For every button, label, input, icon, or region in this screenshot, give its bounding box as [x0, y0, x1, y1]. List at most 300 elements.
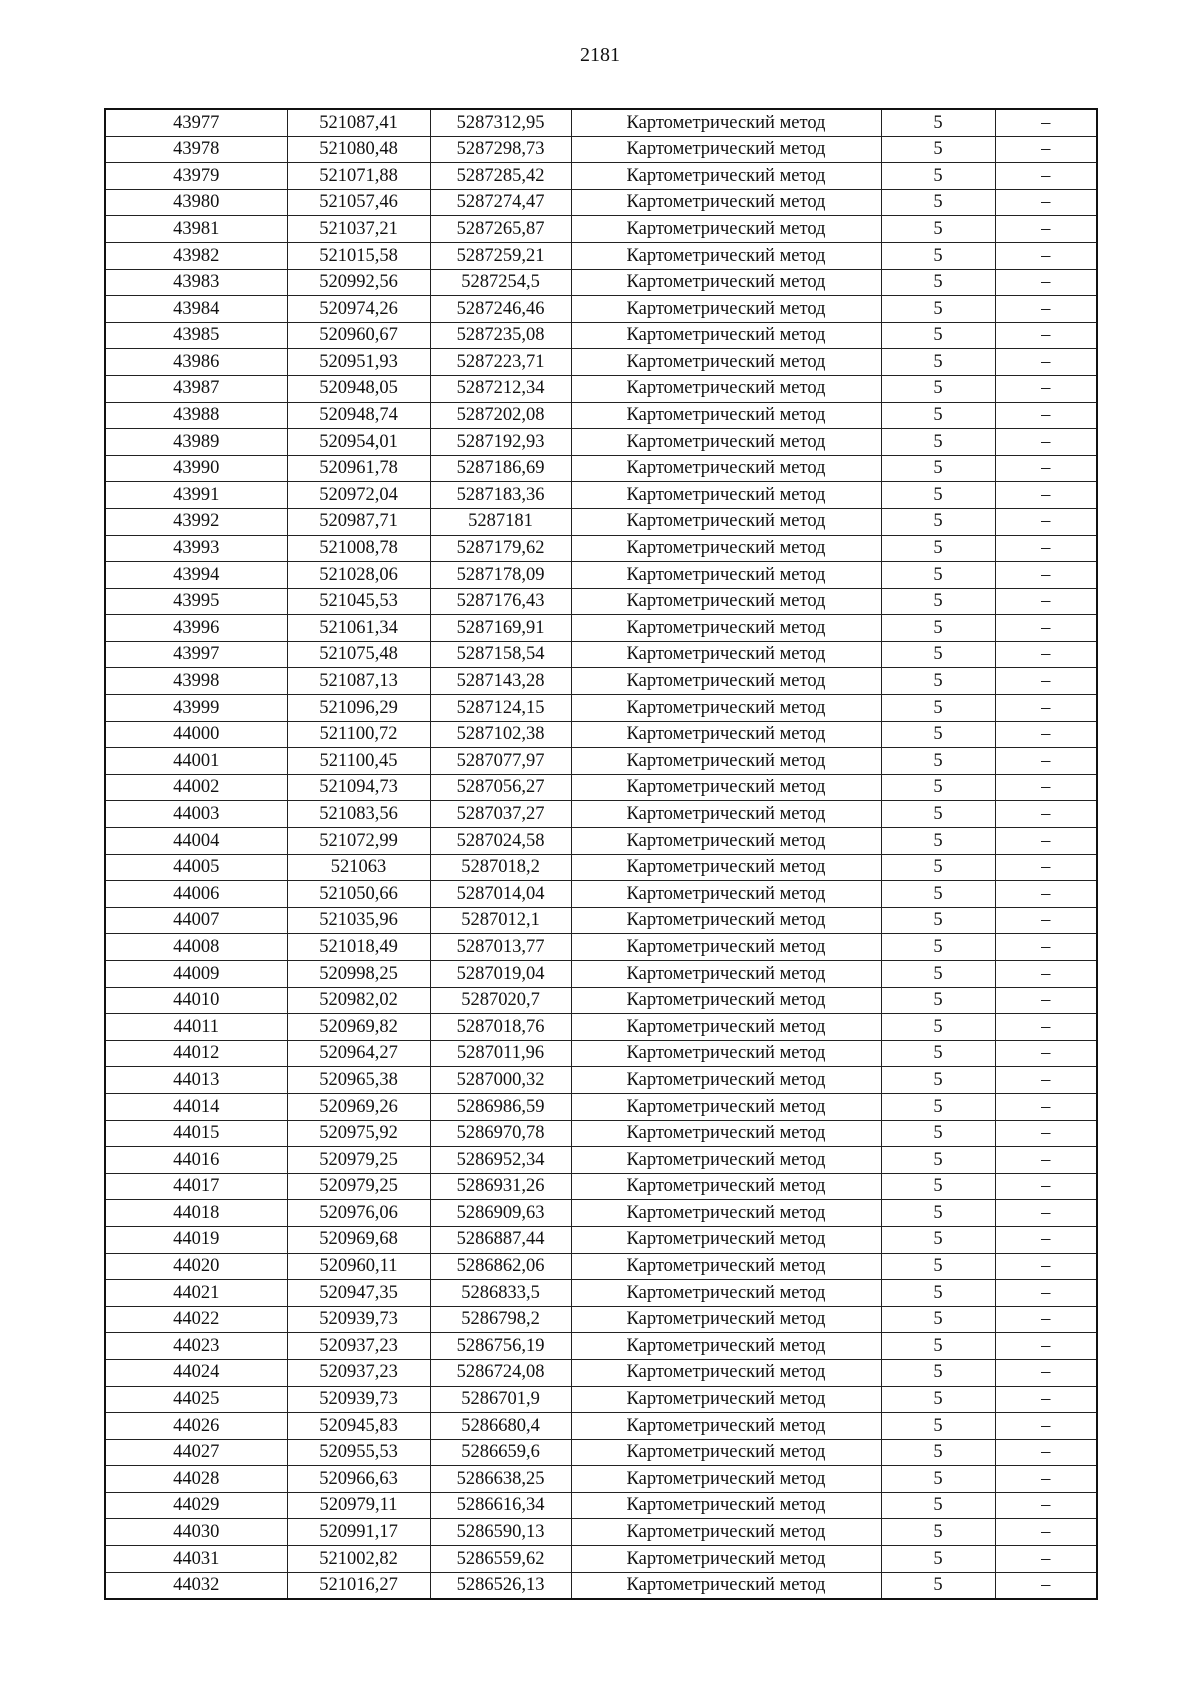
point-number-cell: 44016: [105, 1147, 287, 1174]
point-number-cell: 43999: [105, 695, 287, 722]
point-number-cell: 43988: [105, 402, 287, 429]
method-cell: Картометрический метод: [571, 216, 881, 243]
x-coordinate-cell: 521071,88: [287, 163, 430, 190]
description-cell: –: [995, 1147, 1097, 1174]
method-cell: Картометрический метод: [571, 455, 881, 482]
description-cell: –: [995, 375, 1097, 402]
description-cell: –: [995, 881, 1097, 908]
accuracy-cell: 5: [881, 1439, 995, 1466]
accuracy-cell: 5: [881, 349, 995, 376]
accuracy-cell: 5: [881, 1413, 995, 1440]
description-cell: –: [995, 748, 1097, 775]
y-coordinate-cell: 5287169,91: [430, 615, 571, 642]
accuracy-cell: 5: [881, 721, 995, 748]
point-number-cell: 44029: [105, 1492, 287, 1519]
x-coordinate-cell: 520982,02: [287, 987, 430, 1014]
point-number-cell: 43982: [105, 242, 287, 269]
x-coordinate-cell: 521063: [287, 854, 430, 881]
description-cell: –: [995, 1359, 1097, 1386]
accuracy-cell: 5: [881, 854, 995, 881]
table-row: [105, 349, 1097, 376]
x-coordinate-cell: 520939,73: [287, 1306, 430, 1333]
x-coordinate-cell: 520961,78: [287, 455, 430, 482]
description-cell: –: [995, 1200, 1097, 1227]
accuracy-cell: 5: [881, 296, 995, 323]
method-cell: Картометрический метод: [571, 987, 881, 1014]
table-row: [105, 854, 1097, 881]
accuracy-cell: 5: [881, 455, 995, 482]
accuracy-cell: 5: [881, 109, 995, 136]
table-row: [105, 136, 1097, 163]
description-cell: –: [995, 1093, 1097, 1120]
table-row: [105, 1519, 1097, 1546]
description-cell: –: [995, 987, 1097, 1014]
accuracy-cell: 5: [881, 189, 995, 216]
description-cell: –: [995, 1466, 1097, 1493]
method-cell: Картометрический метод: [571, 881, 881, 908]
method-cell: Картометрический метод: [571, 109, 881, 136]
y-coordinate-cell: 5287018,76: [430, 1014, 571, 1041]
accuracy-cell: 5: [881, 881, 995, 908]
table-row: [105, 1200, 1097, 1227]
point-number-cell: 43989: [105, 429, 287, 456]
accuracy-cell: 5: [881, 1120, 995, 1147]
table-row: [105, 1120, 1097, 1147]
method-cell: Картометрический метод: [571, 615, 881, 642]
description-cell: –: [995, 588, 1097, 615]
method-cell: Картометрический метод: [571, 1226, 881, 1253]
table-row: [105, 242, 1097, 269]
x-coordinate-cell: 520948,05: [287, 375, 430, 402]
coordinates-table-body: [105, 109, 1097, 1599]
y-coordinate-cell: 5286986,59: [430, 1093, 571, 1120]
point-number-cell: 43990: [105, 455, 287, 482]
description-cell: –: [995, 934, 1097, 961]
table-row: [105, 375, 1097, 402]
y-coordinate-cell: 5287312,95: [430, 109, 571, 136]
coordinates-table: [104, 108, 1098, 1600]
accuracy-cell: 5: [881, 748, 995, 775]
point-number-cell: 43995: [105, 588, 287, 615]
y-coordinate-cell: 5287176,43: [430, 588, 571, 615]
accuracy-cell: 5: [881, 1014, 995, 1041]
point-number-cell: 44007: [105, 907, 287, 934]
accuracy-cell: 5: [881, 1546, 995, 1573]
description-cell: –: [995, 1014, 1097, 1041]
accuracy-cell: 5: [881, 429, 995, 456]
y-coordinate-cell: 5287056,27: [430, 774, 571, 801]
point-number-cell: 43980: [105, 189, 287, 216]
y-coordinate-cell: 5287000,32: [430, 1067, 571, 1094]
y-coordinate-cell: 5287223,71: [430, 349, 571, 376]
table-row: [105, 615, 1097, 642]
point-number-cell: 43991: [105, 482, 287, 509]
y-coordinate-cell: 5287018,2: [430, 854, 571, 881]
description-cell: –: [995, 1173, 1097, 1200]
x-coordinate-cell: 520979,25: [287, 1173, 430, 1200]
accuracy-cell: 5: [881, 668, 995, 695]
table-row: [105, 1359, 1097, 1386]
y-coordinate-cell: 5287077,97: [430, 748, 571, 775]
table-row: [105, 322, 1097, 349]
point-number-cell: 44003: [105, 801, 287, 828]
description-cell: –: [995, 163, 1097, 190]
method-cell: Картометрический метод: [571, 163, 881, 190]
point-number-cell: 44022: [105, 1306, 287, 1333]
accuracy-cell: 5: [881, 1519, 995, 1546]
table-row: [105, 1067, 1097, 1094]
table-row: [105, 562, 1097, 589]
method-cell: Картометрический метод: [571, 1067, 881, 1094]
point-number-cell: 44008: [105, 934, 287, 961]
y-coordinate-cell: 5287178,09: [430, 562, 571, 589]
method-cell: Картометрический метод: [571, 429, 881, 456]
method-cell: Картометрический метод: [571, 136, 881, 163]
point-number-cell: 43985: [105, 322, 287, 349]
x-coordinate-cell: 520976,06: [287, 1200, 430, 1227]
table-row: [105, 1572, 1097, 1599]
method-cell: Картометрический метод: [571, 1306, 881, 1333]
table-row: [105, 482, 1097, 509]
description-cell: –: [995, 695, 1097, 722]
description-cell: –: [995, 1386, 1097, 1413]
description-cell: –: [995, 455, 1097, 482]
table-row: [105, 1466, 1097, 1493]
x-coordinate-cell: 521083,56: [287, 801, 430, 828]
y-coordinate-cell: 5287037,27: [430, 801, 571, 828]
method-cell: Картометрический метод: [571, 1120, 881, 1147]
accuracy-cell: 5: [881, 1173, 995, 1200]
description-cell: –: [995, 1546, 1097, 1573]
x-coordinate-cell: 520964,27: [287, 1040, 430, 1067]
accuracy-cell: 5: [881, 1333, 995, 1360]
point-number-cell: 44018: [105, 1200, 287, 1227]
method-cell: Картометрический метод: [571, 189, 881, 216]
method-cell: Картометрический метод: [571, 695, 881, 722]
accuracy-cell: 5: [881, 934, 995, 961]
x-coordinate-cell: 521094,73: [287, 774, 430, 801]
table-row: [105, 269, 1097, 296]
x-coordinate-cell: 521087,41: [287, 109, 430, 136]
point-number-cell: 44010: [105, 987, 287, 1014]
table-row: [105, 721, 1097, 748]
x-coordinate-cell: 520987,71: [287, 508, 430, 535]
y-coordinate-cell: 5286833,5: [430, 1280, 571, 1307]
point-number-cell: 44025: [105, 1386, 287, 1413]
point-number-cell: 43994: [105, 562, 287, 589]
accuracy-cell: 5: [881, 1492, 995, 1519]
method-cell: Картометрический метод: [571, 1014, 881, 1041]
point-number-cell: 44024: [105, 1359, 287, 1386]
description-cell: –: [995, 109, 1097, 136]
method-cell: Картометрический метод: [571, 721, 881, 748]
point-number-cell: 44017: [105, 1173, 287, 1200]
point-number-cell: 43977: [105, 109, 287, 136]
description-cell: –: [995, 508, 1097, 535]
method-cell: Картометрический метод: [571, 1519, 881, 1546]
description-cell: –: [995, 1333, 1097, 1360]
x-coordinate-cell: 520979,25: [287, 1147, 430, 1174]
method-cell: Картометрический метод: [571, 641, 881, 668]
x-coordinate-cell: 520945,83: [287, 1413, 430, 1440]
method-cell: Картометрический метод: [571, 668, 881, 695]
accuracy-cell: 5: [881, 1306, 995, 1333]
y-coordinate-cell: 5287014,04: [430, 881, 571, 908]
x-coordinate-cell: 520948,74: [287, 402, 430, 429]
description-cell: –: [995, 562, 1097, 589]
point-number-cell: 43998: [105, 668, 287, 695]
accuracy-cell: 5: [881, 242, 995, 269]
x-coordinate-cell: 520960,67: [287, 322, 430, 349]
table-row: [105, 668, 1097, 695]
description-cell: –: [995, 1519, 1097, 1546]
accuracy-cell: 5: [881, 1359, 995, 1386]
accuracy-cell: 5: [881, 269, 995, 296]
method-cell: Картометрический метод: [571, 1200, 881, 1227]
method-cell: Картометрический метод: [571, 828, 881, 855]
description-cell: –: [995, 1439, 1097, 1466]
y-coordinate-cell: 5287183,36: [430, 482, 571, 509]
y-coordinate-cell: 5287212,34: [430, 375, 571, 402]
description-cell: –: [995, 1413, 1097, 1440]
table-row: [105, 1226, 1097, 1253]
accuracy-cell: 5: [881, 322, 995, 349]
accuracy-cell: 5: [881, 1253, 995, 1280]
accuracy-cell: 5: [881, 402, 995, 429]
y-coordinate-cell: 5286638,25: [430, 1466, 571, 1493]
method-cell: Картометрический метод: [571, 961, 881, 988]
y-coordinate-cell: 5287259,21: [430, 242, 571, 269]
table-row: [105, 1333, 1097, 1360]
x-coordinate-cell: 520954,01: [287, 429, 430, 456]
table-row: [105, 934, 1097, 961]
table-row: [105, 1014, 1097, 1041]
description-cell: –: [995, 242, 1097, 269]
accuracy-cell: 5: [881, 641, 995, 668]
table-row: [105, 109, 1097, 136]
y-coordinate-cell: 5286590,13: [430, 1519, 571, 1546]
x-coordinate-cell: 521016,27: [287, 1572, 430, 1599]
table-row: [105, 163, 1097, 190]
accuracy-cell: 5: [881, 1040, 995, 1067]
description-cell: –: [995, 961, 1097, 988]
description-cell: –: [995, 535, 1097, 562]
x-coordinate-cell: 520991,17: [287, 1519, 430, 1546]
point-number-cell: 43996: [105, 615, 287, 642]
point-number-cell: 43986: [105, 349, 287, 376]
method-cell: Картометрический метод: [571, 1439, 881, 1466]
accuracy-cell: 5: [881, 774, 995, 801]
accuracy-cell: 5: [881, 801, 995, 828]
table-row: [105, 1386, 1097, 1413]
accuracy-cell: 5: [881, 828, 995, 855]
x-coordinate-cell: 521045,53: [287, 588, 430, 615]
method-cell: Картометрический метод: [571, 482, 881, 509]
point-number-cell: 44026: [105, 1413, 287, 1440]
table-row: [105, 907, 1097, 934]
table-row: [105, 1413, 1097, 1440]
method-cell: Картометрический метод: [571, 1253, 881, 1280]
table-row: [105, 1492, 1097, 1519]
y-coordinate-cell: 5286931,26: [430, 1173, 571, 1200]
x-coordinate-cell: 520969,82: [287, 1014, 430, 1041]
description-cell: –: [995, 907, 1097, 934]
y-coordinate-cell: 5286909,63: [430, 1200, 571, 1227]
table-row: [105, 1093, 1097, 1120]
point-number-cell: 43979: [105, 163, 287, 190]
description-cell: –: [995, 721, 1097, 748]
description-cell: –: [995, 269, 1097, 296]
point-number-cell: 43984: [105, 296, 287, 323]
x-coordinate-cell: 521057,46: [287, 189, 430, 216]
accuracy-cell: 5: [881, 136, 995, 163]
table-row: [105, 402, 1097, 429]
table-row: [105, 1280, 1097, 1307]
accuracy-cell: 5: [881, 987, 995, 1014]
method-cell: Картометрический метод: [571, 1572, 881, 1599]
description-cell: –: [995, 641, 1097, 668]
x-coordinate-cell: 520951,93: [287, 349, 430, 376]
method-cell: Картометрический метод: [571, 1280, 881, 1307]
point-number-cell: 44019: [105, 1226, 287, 1253]
y-coordinate-cell: 5286970,78: [430, 1120, 571, 1147]
table-row: [105, 1040, 1097, 1067]
table-row: [105, 641, 1097, 668]
description-cell: –: [995, 136, 1097, 163]
x-coordinate-cell: 521075,48: [287, 641, 430, 668]
point-number-cell: 44021: [105, 1280, 287, 1307]
y-coordinate-cell: 5287235,08: [430, 322, 571, 349]
description-cell: –: [995, 402, 1097, 429]
description-cell: –: [995, 482, 1097, 509]
method-cell: Картометрический метод: [571, 1492, 881, 1519]
method-cell: Картометрический метод: [571, 1359, 881, 1386]
point-number-cell: 44015: [105, 1120, 287, 1147]
table-row: [105, 987, 1097, 1014]
table-row: [105, 588, 1097, 615]
description-cell: –: [995, 1067, 1097, 1094]
accuracy-cell: 5: [881, 535, 995, 562]
x-coordinate-cell: 520960,11: [287, 1253, 430, 1280]
y-coordinate-cell: 5286659,6: [430, 1439, 571, 1466]
table-row: [105, 961, 1097, 988]
table-row: [105, 189, 1097, 216]
x-coordinate-cell: 520972,04: [287, 482, 430, 509]
x-coordinate-cell: 520992,56: [287, 269, 430, 296]
y-coordinate-cell: 5287012,1: [430, 907, 571, 934]
y-coordinate-cell: 5287298,73: [430, 136, 571, 163]
point-number-cell: 44032: [105, 1572, 287, 1599]
y-coordinate-cell: 5287285,42: [430, 163, 571, 190]
accuracy-cell: 5: [881, 1386, 995, 1413]
x-coordinate-cell: 521015,58: [287, 242, 430, 269]
accuracy-cell: 5: [881, 1200, 995, 1227]
method-cell: Картометрический метод: [571, 1173, 881, 1200]
accuracy-cell: 5: [881, 961, 995, 988]
point-number-cell: 44005: [105, 854, 287, 881]
y-coordinate-cell: 5287124,15: [430, 695, 571, 722]
method-cell: Картометрический метод: [571, 774, 881, 801]
description-cell: –: [995, 1306, 1097, 1333]
method-cell: Картометрический метод: [571, 562, 881, 589]
point-number-cell: 44004: [105, 828, 287, 855]
x-coordinate-cell: 520937,23: [287, 1359, 430, 1386]
description-cell: –: [995, 189, 1097, 216]
point-number-cell: 44002: [105, 774, 287, 801]
point-number-cell: 44001: [105, 748, 287, 775]
x-coordinate-cell: 521061,34: [287, 615, 430, 642]
point-number-cell: 44006: [105, 881, 287, 908]
method-cell: Картометрический метод: [571, 269, 881, 296]
x-coordinate-cell: 520979,11: [287, 1492, 430, 1519]
description-cell: –: [995, 1040, 1097, 1067]
point-number-cell: 43978: [105, 136, 287, 163]
point-number-cell: 44020: [105, 1253, 287, 1280]
table-row: [105, 1546, 1097, 1573]
method-cell: Картометрический метод: [571, 508, 881, 535]
y-coordinate-cell: 5287024,58: [430, 828, 571, 855]
method-cell: Картометрический метод: [571, 1386, 881, 1413]
x-coordinate-cell: 520974,26: [287, 296, 430, 323]
accuracy-cell: 5: [881, 1466, 995, 1493]
description-cell: –: [995, 1492, 1097, 1519]
description-cell: –: [995, 1120, 1097, 1147]
y-coordinate-cell: 5287202,08: [430, 402, 571, 429]
x-coordinate-cell: 521100,45: [287, 748, 430, 775]
y-coordinate-cell: 5286724,08: [430, 1359, 571, 1386]
y-coordinate-cell: 5286887,44: [430, 1226, 571, 1253]
y-coordinate-cell: 5287246,46: [430, 296, 571, 323]
y-coordinate-cell: 5287158,54: [430, 641, 571, 668]
method-cell: Картометрический метод: [571, 934, 881, 961]
y-coordinate-cell: 5286756,19: [430, 1333, 571, 1360]
table-row: [105, 429, 1097, 456]
x-coordinate-cell: 520998,25: [287, 961, 430, 988]
x-coordinate-cell: 521008,78: [287, 535, 430, 562]
point-number-cell: 44013: [105, 1067, 287, 1094]
x-coordinate-cell: 521037,21: [287, 216, 430, 243]
accuracy-cell: 5: [881, 907, 995, 934]
point-number-cell: 44011: [105, 1014, 287, 1041]
y-coordinate-cell: 5286616,34: [430, 1492, 571, 1519]
point-number-cell: 43997: [105, 641, 287, 668]
accuracy-cell: 5: [881, 1280, 995, 1307]
point-number-cell: 44012: [105, 1040, 287, 1067]
description-cell: –: [995, 322, 1097, 349]
y-coordinate-cell: 5287143,28: [430, 668, 571, 695]
y-coordinate-cell: 5287254,5: [430, 269, 571, 296]
table-row: [105, 296, 1097, 323]
method-cell: Картометрический метод: [571, 1093, 881, 1120]
y-coordinate-cell: 5287181: [430, 508, 571, 535]
method-cell: Картометрический метод: [571, 535, 881, 562]
accuracy-cell: 5: [881, 1067, 995, 1094]
y-coordinate-cell: 5286526,13: [430, 1572, 571, 1599]
x-coordinate-cell: 520965,38: [287, 1067, 430, 1094]
table-row: [105, 508, 1097, 535]
point-number-cell: 44027: [105, 1439, 287, 1466]
method-cell: Картометрический метод: [571, 1466, 881, 1493]
accuracy-cell: 5: [881, 1147, 995, 1174]
x-coordinate-cell: 520937,23: [287, 1333, 430, 1360]
x-coordinate-cell: 521050,66: [287, 881, 430, 908]
point-number-cell: 44009: [105, 961, 287, 988]
table-row: [105, 535, 1097, 562]
method-cell: Картометрический метод: [571, 801, 881, 828]
x-coordinate-cell: 521096,29: [287, 695, 430, 722]
point-number-cell: 43987: [105, 375, 287, 402]
accuracy-cell: 5: [881, 588, 995, 615]
